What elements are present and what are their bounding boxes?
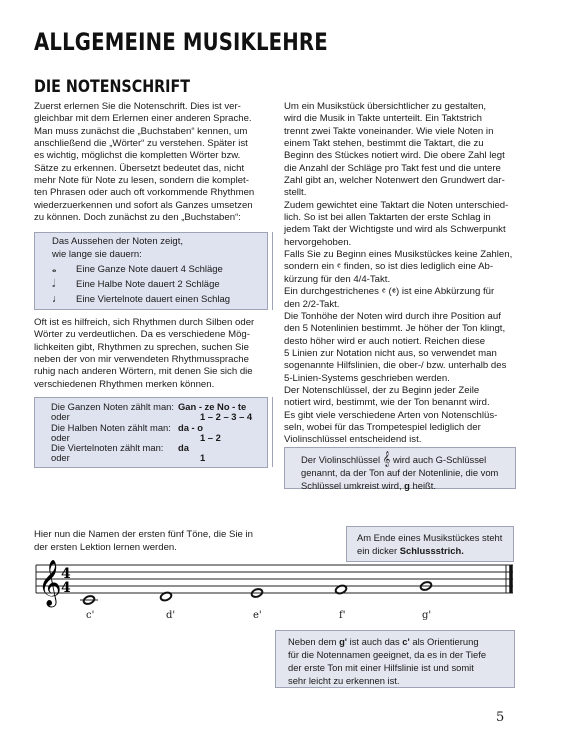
text-line: Zudem gewichtet eine Taktart die Noten unterschied- <box>284 199 509 211</box>
count-label: oder <box>51 411 70 423</box>
text-line: Der Notenschlüssel, der zu Beginn jeder Zeile <box>284 384 480 396</box>
note-row-text: Eine Viertelnote dauert einen Schlag <box>76 294 231 305</box>
section-heading: DIE NOTENSCHRIFT <box>34 77 190 97</box>
note-name-f: f' <box>339 610 346 621</box>
text-line: Das Aussehen der Noten zeigt, <box>52 236 183 247</box>
count-value: Gan - ze No - te <box>177 401 247 412</box>
text-line: seln, wobei für das Trompetespiel lediglich der <box>284 421 481 433</box>
orientation-box <box>275 630 515 688</box>
count-label: Die Ganzen Noten zählt man: <box>51 401 174 412</box>
text-line: Sätze zu erkennen. Übersetzt bedeutet das, nicht <box>34 162 245 174</box>
text-line: hervorgehoben. <box>284 236 352 248</box>
music-staff <box>0 548 561 608</box>
text-line: genannt, da der Ton auf der Notenlinie, die vom <box>301 467 499 478</box>
treble-clef-icon: 𝄞 <box>38 560 62 606</box>
table-row <box>51 453 252 463</box>
text-line: Am Ende eines Musikstückes steht <box>357 532 503 543</box>
text-line: Wörter zu verdeutlichen. Da es verschiedene Mög- <box>34 329 250 341</box>
note-durations-intro <box>52 236 252 261</box>
text-line: wiederzuerkennen und sofort als Ganzes umsetzen <box>34 199 253 211</box>
whole-note-row <box>52 263 223 276</box>
count-value: da - o <box>177 421 203 433</box>
text-line: notiert wird, bestimmt, wie der Ton benannt wird. <box>284 397 490 409</box>
text-line: Falls Sie zu Beginn eines Musikstückes keine Zahlen, <box>284 249 513 261</box>
count-label: oder <box>51 452 70 464</box>
text-line: sondern ein 𝄴 finden, so ist dies lediglich eine Ab- <box>284 261 494 273</box>
count-value: da <box>177 442 189 454</box>
table-row <box>51 443 252 453</box>
note-name-c: c' <box>86 610 95 621</box>
text-line: Die Tonhöhe der Noten wird durch ihre Position auf <box>284 310 501 322</box>
text-line: ein dicker Schlussstrich. <box>357 545 464 556</box>
time-signature-top: 4 <box>61 566 71 582</box>
text-line: lichkeiten gibt, Rhythmen zu sprechen, suchen Sie <box>34 341 249 353</box>
text-line: stellt. <box>284 187 307 199</box>
text-line: die Anzahl der Schläge pro Takt fest und die untere <box>284 162 501 174</box>
text-line: es wichtig, möglichst die kompletten Wörter bzw. <box>34 150 241 162</box>
text-line: den 5 Notenlinien bestimmt. Je höher der Ton klingt, <box>284 323 506 335</box>
text-line: sehr leicht zu erkennen ist. <box>288 675 400 686</box>
time-signature-bottom: 4 <box>61 580 71 596</box>
text-line: Neben dem g' ist auch das c' als Orientierung <box>288 636 479 647</box>
text-line: Violinschlüssel entscheidend ist. <box>284 434 422 446</box>
text-line: einem Takt stehen, bestimmt die Taktart, die zu <box>284 138 484 150</box>
table-row <box>51 423 252 433</box>
text-line: jedem Takt der Wichtigste und wird als Schwerpunkt <box>284 224 506 236</box>
text-line: neben der von mir verwendeten Rhythmussprache <box>34 354 249 366</box>
quarter-note-icon: ♩ <box>52 293 63 305</box>
count-value: 1 – 2 – 3 – 4 <box>199 411 253 423</box>
treble-clef-text <box>301 452 507 492</box>
text-line: lich. So ist bei allen Taktarten der erste Schlag in <box>284 212 491 224</box>
text-line: Um ein Musikstück übersichtlicher zu gestalten, <box>284 101 487 112</box>
text-line: mehr Note für Note zu lesen, sondern die komplet- <box>34 175 249 187</box>
half-note-row <box>52 278 220 291</box>
count-label: Die Viertelnoten zählt man: <box>51 442 164 454</box>
text-line: Hier nun die Namen der ersten fünf Töne, die Sie in <box>34 529 254 540</box>
note-durations-box <box>34 232 268 310</box>
text-line: Zuerst erlernen Sie die Notenschrift. Dies ist ver- <box>34 101 241 112</box>
text-line: Schlüssel umkreist wird, g heißt. <box>301 480 436 491</box>
treble-clef-box <box>284 447 516 489</box>
rhythm-paragraph <box>34 317 266 391</box>
note-name-e: e' <box>253 610 262 621</box>
box-divider-line <box>272 232 273 310</box>
page-heading: ALLGEMEINE MUSIKLEHRE <box>34 28 328 56</box>
text-line: 5 Linien zur Notation nicht aus, so verwendet man <box>284 347 497 359</box>
count-value: 1 <box>199 452 206 464</box>
text-line: gleichbar mit dem Erlernen einer anderen Sprache. <box>34 113 252 125</box>
measures-paragraph <box>284 101 520 447</box>
counting-table <box>51 402 252 464</box>
text-line: desto höher wird er auch notiert. Reichen diese <box>284 335 486 347</box>
text-line: für die Notennamen geeignet, da es in der Tiefe <box>288 649 487 660</box>
text-line: wird die Musik in Takte unterteilt. Ein Taktstrich <box>284 113 482 125</box>
box-divider-line <box>272 397 273 467</box>
note-row-text: Eine Halbe Note dauert 2 Schläge <box>76 279 220 290</box>
counting-box <box>34 397 268 468</box>
text-line: ten Phrasen oder auch oft vorkommende Rhythmen <box>34 187 255 199</box>
text-line: der erste Ton mit einer Hilfslinie ist und somit <box>288 662 474 673</box>
text-line: kürzung für den 4/4-Takt. <box>284 273 391 285</box>
staff-lines <box>36 565 513 593</box>
text-line: der ersten Lektion lernen werden. <box>34 542 177 553</box>
note-row-text: Eine Ganze Note dauert 4 Schläge <box>76 264 223 275</box>
whole-note-c <box>80 595 98 606</box>
half-note-icon: 𝅗𝅥 <box>52 278 56 290</box>
text-line: anschließend die „Wörter“ zu verstehen. Später ist <box>34 138 248 150</box>
text-line: Man muss zunächst die „Buchstaben“ kennen, um <box>34 125 248 137</box>
count-value: 1 – 2 <box>199 431 221 443</box>
text-line: Beginn des Stückes notiert wird. Die obere Zahl legt <box>284 150 505 162</box>
orientation-text <box>288 635 506 687</box>
text-line: Oft ist es hilfreich, sich Rhythmen durch Silben oder <box>34 317 255 328</box>
text-line: Der Violinschlüssel 𝄞 wird auch G-Schlüssel <box>301 451 487 466</box>
quarter-note-row <box>52 293 230 306</box>
intro-paragraph <box>34 101 266 224</box>
text-line: verschiedenen Rhythmen merken können. <box>34 378 215 390</box>
text-line: Ein durchgestrichenes 𝄴 (𝄵) ist eine Abkürzung für <box>284 286 495 298</box>
treble-clef-icon: 𝄞 <box>382 451 391 466</box>
text-line: trennt zwei Takte voneinander. Wie viele Noten in <box>284 125 494 137</box>
text-line: Zahl gibt an, welcher Notenwert den Grundwert dar- <box>284 175 505 187</box>
page-number: 5 <box>496 710 505 725</box>
text-line: ruhig nach anderen Wörtern, mit denen Sie sich die <box>34 366 253 378</box>
text-line: den 2/2-Takt. <box>284 298 340 310</box>
text-line: zu können. Doch zunächst zu den „Buchstaben“: <box>34 212 241 224</box>
count-label: oder <box>51 431 70 443</box>
text-line: sogenannte Hilfslinien, die ober-/ bzw. unterhalb des <box>284 360 507 372</box>
note-name-g: g' <box>422 610 432 621</box>
text-line: wie lange sie dauern: <box>52 248 142 260</box>
whole-note-icon: 𝅝 <box>52 263 57 275</box>
note-name-d: d' <box>166 610 176 621</box>
count-label: Die Halben Noten zählt man: <box>51 421 171 433</box>
text-line: Es gibt viele verschiedene Arten von Notenschlüs- <box>284 409 498 421</box>
text-line: 5-Linien-Systems geschrieben werden. <box>284 372 450 384</box>
